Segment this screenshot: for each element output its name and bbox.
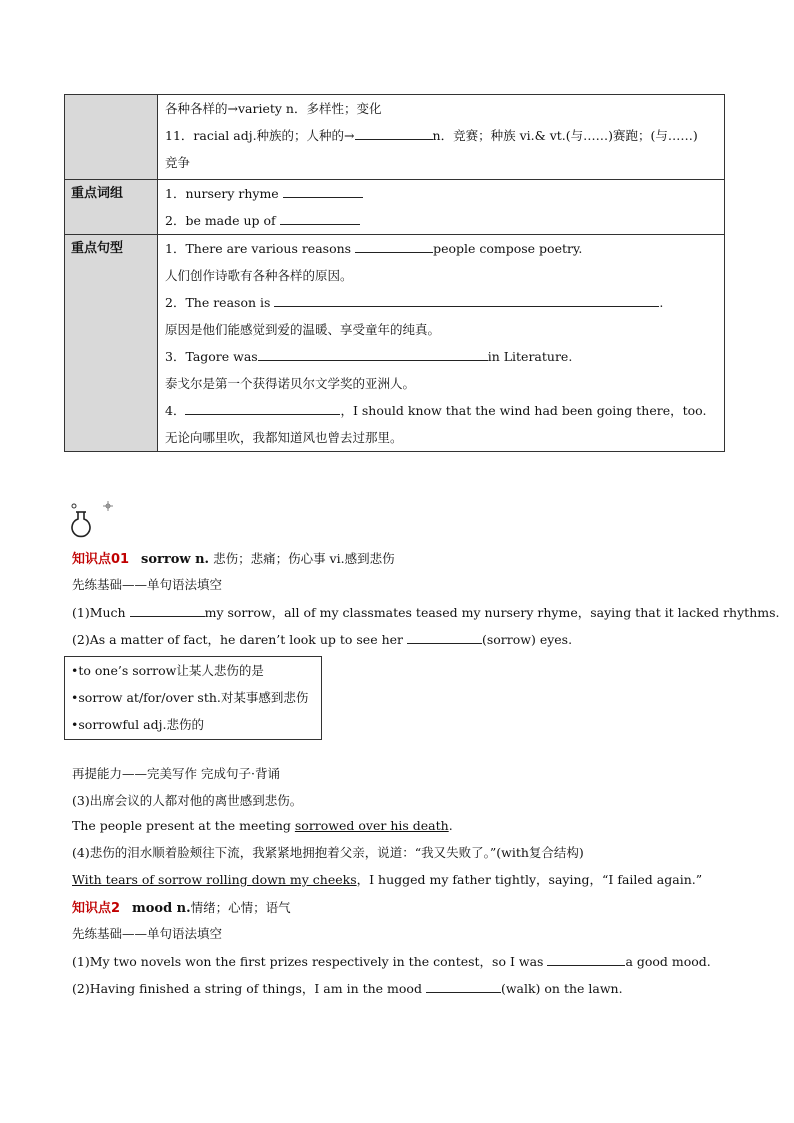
text: a good mood. [625, 954, 711, 969]
text: . [659, 295, 664, 310]
answer-blank[interactable] [283, 184, 363, 198]
row-line [158, 235, 724, 262]
underlined-answer: With tears of sorrow rolling down my cheeks [72, 872, 357, 887]
knowledge-point-1-title [72, 548, 395, 567]
section-icons [70, 500, 120, 544]
note-item: •to one’s sorrow让某人悲伤的是 [71, 663, 264, 678]
row-header: 重点词组 [65, 180, 158, 235]
kp-meaning: 悲伤；悲痛；伤心事 vi.感到悲伤 [213, 551, 395, 566]
question [72, 630, 572, 648]
question-cn: (3)出席会议的人都对他的离世感到悲伤。 [72, 793, 303, 808]
table-row [65, 95, 725, 180]
answer-blank[interactable] [426, 979, 501, 993]
text: 11．racial adj.种族的；人种的→ [165, 128, 355, 143]
answer-sentence [72, 818, 453, 833]
text: my sorrow，all of my classmates teased my nursery rhyme，saying that it lacked rhythms. [204, 605, 780, 620]
answer-blank[interactable] [130, 603, 205, 617]
row-content [158, 180, 725, 235]
row-content [158, 95, 725, 180]
section-heading: 先练基础——单句语法填空 [72, 926, 223, 941]
sparkle-icon [103, 501, 113, 511]
question [72, 952, 711, 970]
text: 1．There are various reasons [165, 241, 352, 256]
text: ，I should know that the wind had been going there，too. [340, 403, 707, 418]
kp-label: 知识点2 [72, 901, 121, 916]
answer-blank[interactable] [280, 211, 360, 225]
text: ，I hugged my father tightly，saying，“I failed again.” [356, 872, 703, 887]
text: (sorrow) eyes. [481, 632, 573, 647]
kp-meaning: 情绪；心情；语气 [190, 900, 291, 915]
table-row [65, 235, 725, 452]
question [72, 979, 623, 997]
row-header: 重点句型 [65, 235, 158, 452]
row-line: 各种各样的→variety n．多样性；变化 [165, 101, 382, 116]
answer-blank[interactable] [355, 126, 433, 140]
question [72, 603, 779, 621]
row-line: 原因是他们能感觉到爱的温暖、享受童年的纯真。 [165, 322, 441, 337]
question-cn: (4)悲伤的泪水顺着脸颊往下流，我紧紧地拥抱着父亲，说道：“我又失败了。”(with复合结构) [72, 845, 584, 860]
text: people compose poetry. [433, 241, 583, 256]
kp-term: mood n. [131, 901, 191, 916]
row-header-empty [65, 95, 158, 180]
row-line [158, 122, 724, 149]
text: . [448, 818, 453, 833]
text: (2)Having finished a string of things，I am in the mood [72, 981, 422, 996]
knowledge-point-2-title [72, 897, 291, 916]
answer-blank[interactable] [274, 293, 659, 307]
flask-icon [70, 500, 120, 540]
section-heading: 再提能力——完美写作 完成句子·背诵 [72, 766, 280, 781]
note-box [64, 656, 322, 740]
row-line [158, 343, 724, 370]
text: 2．The reason is [165, 295, 271, 310]
text: in Literature. [487, 349, 573, 364]
text: 4． [165, 403, 186, 418]
answer-blank[interactable] [407, 630, 482, 644]
row-line [158, 289, 724, 316]
row-line: 竞争 [165, 155, 191, 170]
row-content [158, 235, 725, 452]
row-line: 无论向哪里吹，我都知道风也曾去过那里。 [165, 430, 403, 445]
answer-blank[interactable] [355, 239, 433, 253]
text: (1)Much [72, 605, 126, 620]
row-line [158, 397, 724, 424]
text: The people present at the meeting [72, 818, 295, 833]
section-heading: 先练基础——单句语法填空 [72, 577, 223, 592]
text: 2．be made up of [165, 213, 276, 228]
kp-label: 知识点01 [72, 552, 130, 567]
answer-sentence [72, 870, 702, 888]
note-item: •sorrow at/for/over sth.对某事感到悲伤 [71, 690, 309, 705]
kp-term: sorrow n. [141, 552, 210, 567]
answer-blank[interactable] [547, 952, 625, 966]
note-item: •sorrowful adj.悲伤的 [71, 717, 204, 732]
row-line [158, 207, 724, 234]
text: n．竞赛；种族 vi.& vt.(与……)赛跑；(与……) [432, 128, 698, 143]
text: 3．Tagore was [165, 349, 258, 364]
text: (walk) on the lawn. [500, 981, 623, 996]
answer-blank[interactable] [185, 401, 340, 415]
text: (2)As a matter of fact，he daren’t look up to see her [72, 632, 403, 647]
vocab-table [64, 94, 725, 452]
row-line: 人们创作诗歌有各种各样的原因。 [165, 268, 353, 283]
underlined-answer: sorrowed over his death [294, 818, 449, 833]
text: 1．nursery rhyme [165, 186, 279, 201]
table-row [65, 180, 725, 235]
answer-blank[interactable] [258, 347, 488, 361]
row-line [158, 180, 724, 207]
text: (1)My two novels won the first prizes respectively in the contest，so I was [72, 954, 544, 969]
row-line: 泰戈尔是第一个获得诺贝尔文学奖的亚洲人。 [165, 376, 416, 391]
